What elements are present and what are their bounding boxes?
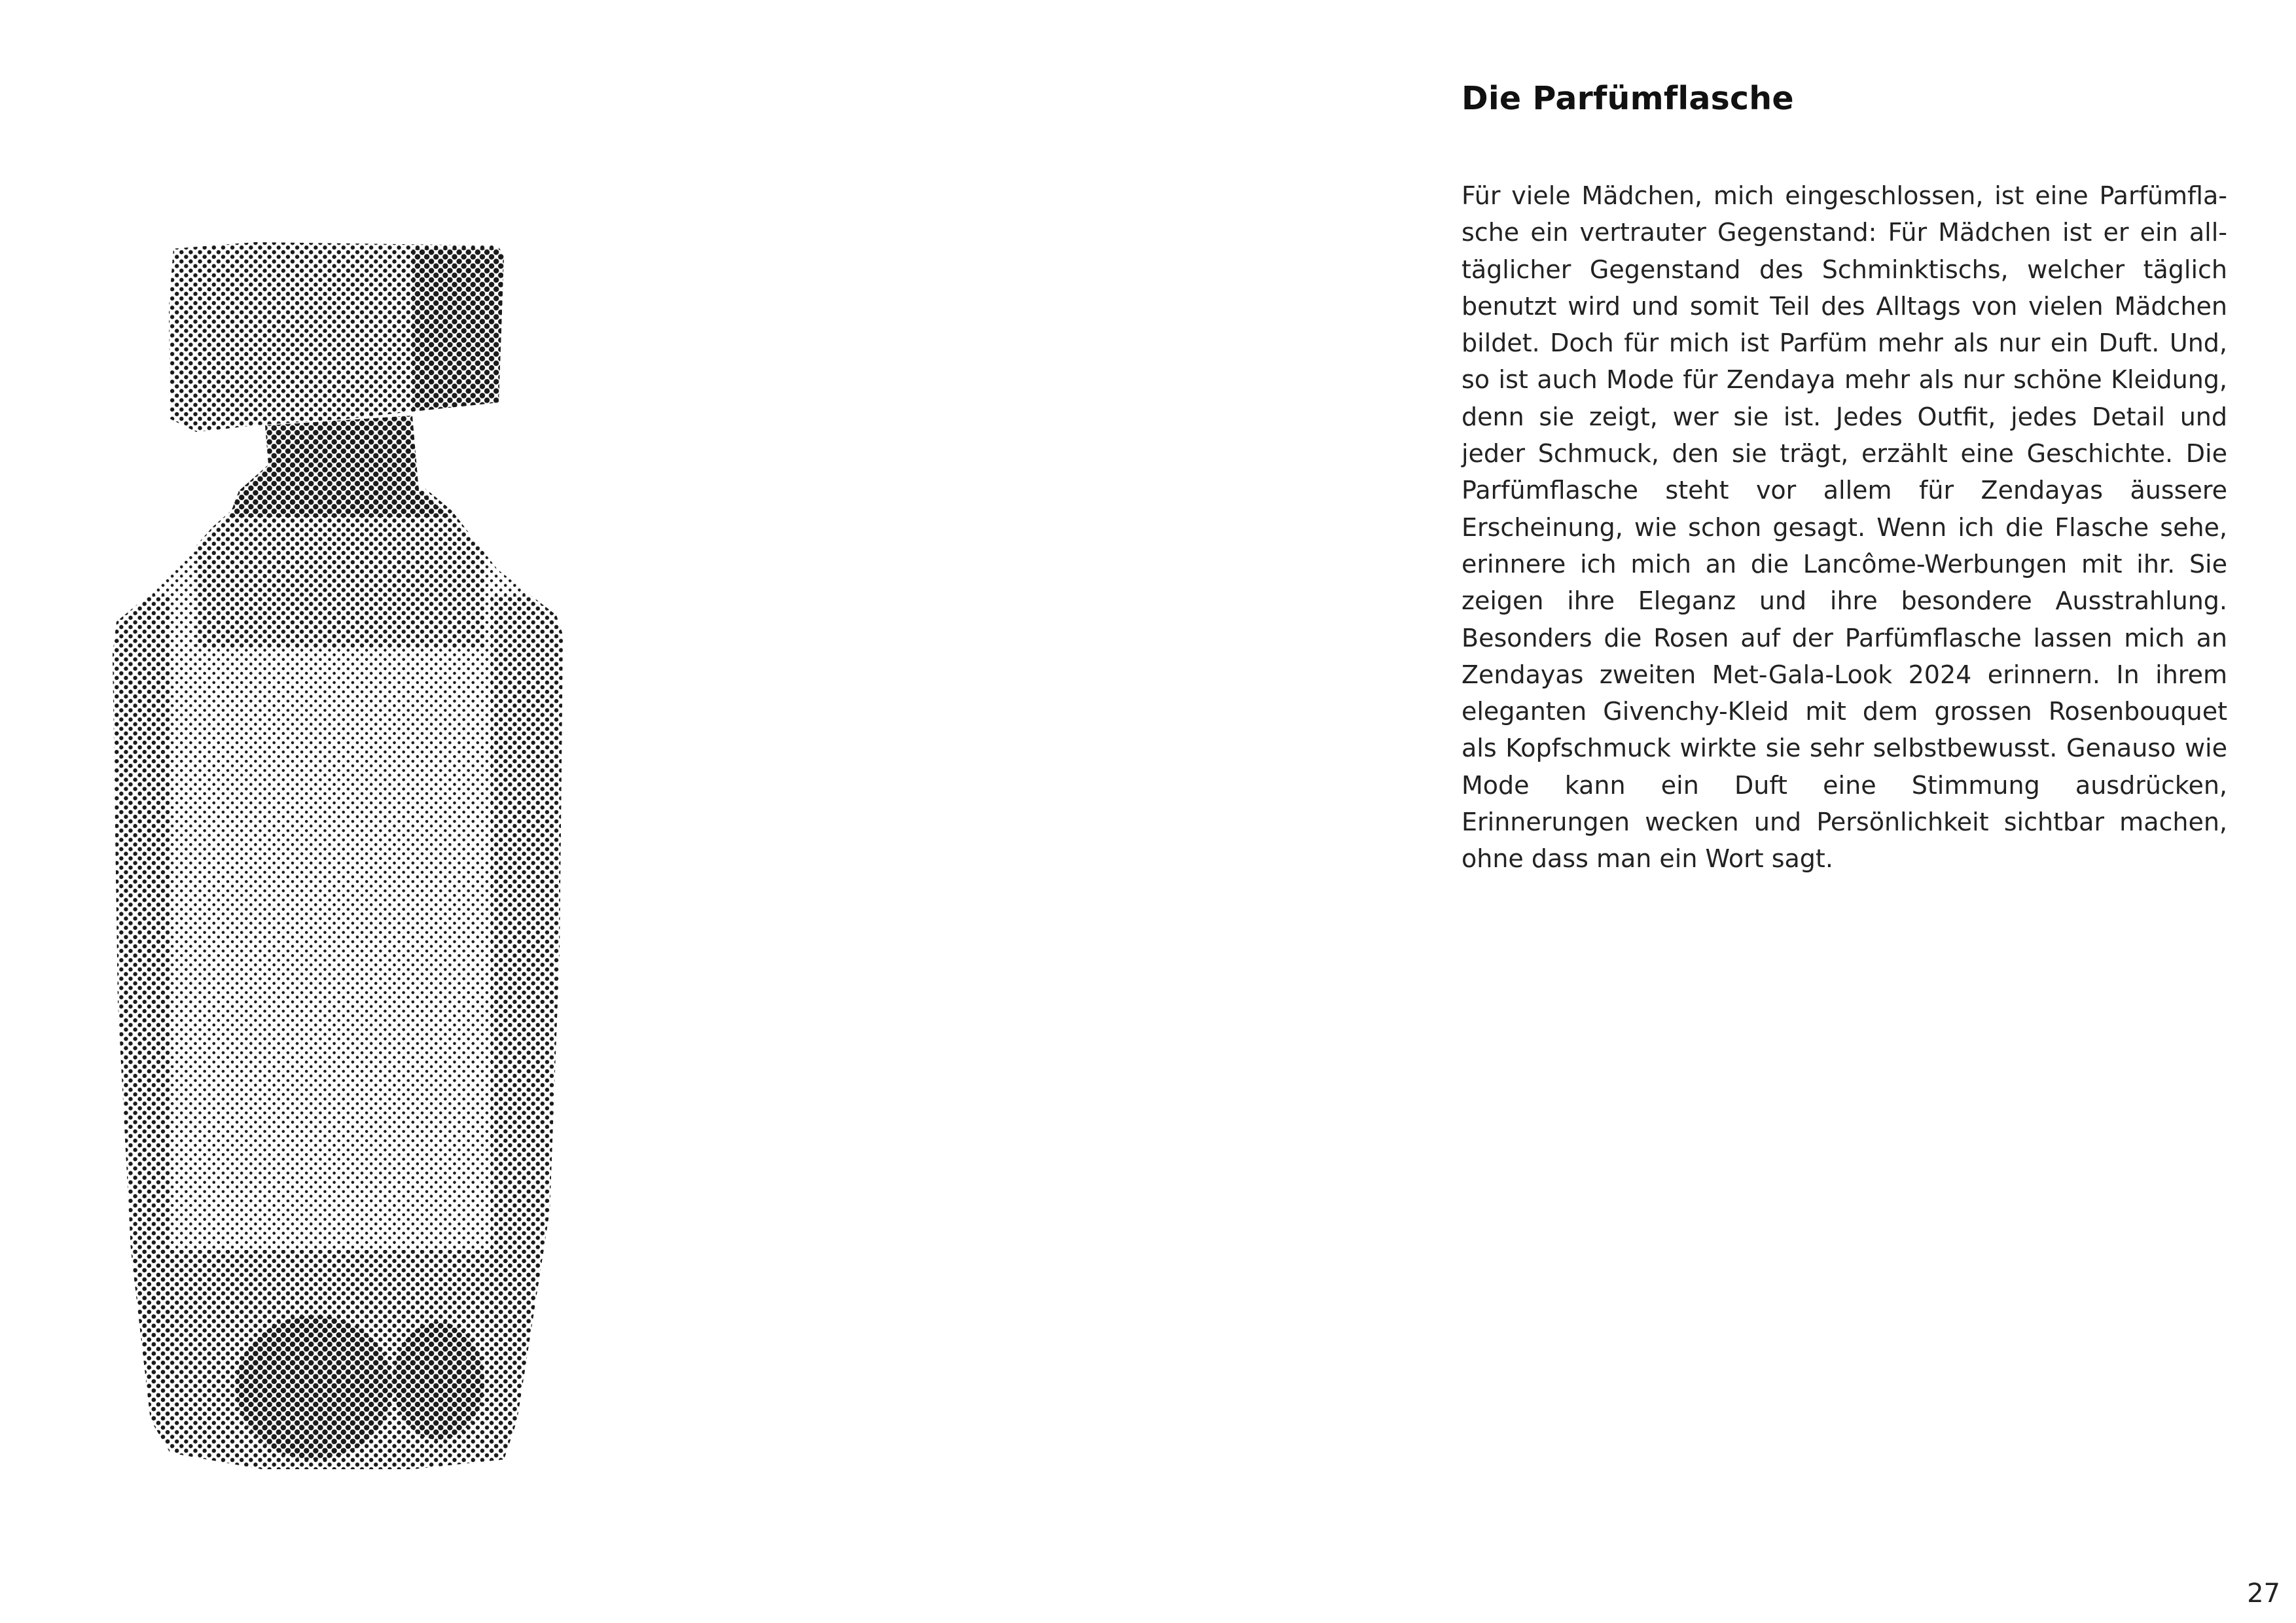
perfume-bottle-illustration <box>98 229 583 1486</box>
bottle-body-shape <box>98 425 583 1486</box>
perfume-bottle-image <box>98 229 583 1486</box>
page-number: 27 <box>2247 1578 2280 1609</box>
article-column <box>1462 75 2227 878</box>
article-body: Für viele Mädchen, mich eingeschlossen, ist eine Parfümflasche ein vertrauter Gegenstand: Für Mädchen ist er ein alltäglicher Gegenstand des Schminktischs, welcher täglich benutzt wird und somit Teil des Alltags von vielen Mädchen bildet. Doch für mich ist Parfüm mehr als nur ein Duft. Und, so ist auch Mode für Zendaya mehr als nur schöne Kleidung, denn sie zeigt, wer sie ist. Jedes Outfit, jedes Detail und jeder Schmuck, den sie trägt, erzählt eine Geschichte. Die Parfümflasche steht vor allem für Zendayas äussere Erscheinung, wie schon gesagt. Wenn ich die Flasche sehe, erinnere ich mich an die Lancôme-Werbungen mit ihr. Sie zeigen ihre Eleganz und ihre besondere Ausstrahlung. Besonders die Rosen auf der Parfümflasche lassen mich an Zendayas zweiten Met-Gala-Look 2024 erinnern. In ihrem eleganten Givenchy-Kleid mit dem grossen Rosenbouquet als Kopfschmuck wirkte sie sehr selbstbewusst. Genauso wie Mode kann ein Duft eine Stimmung ausdrücken, Erinnerungen wecken und Persönlichkeit sichtbar machen, ohne dass man ein Wort sagt. <box>1462 181 2227 874</box>
bottle-cap-shape <box>164 236 511 438</box>
article-title: Die Parfümflasche <box>1462 80 1794 117</box>
